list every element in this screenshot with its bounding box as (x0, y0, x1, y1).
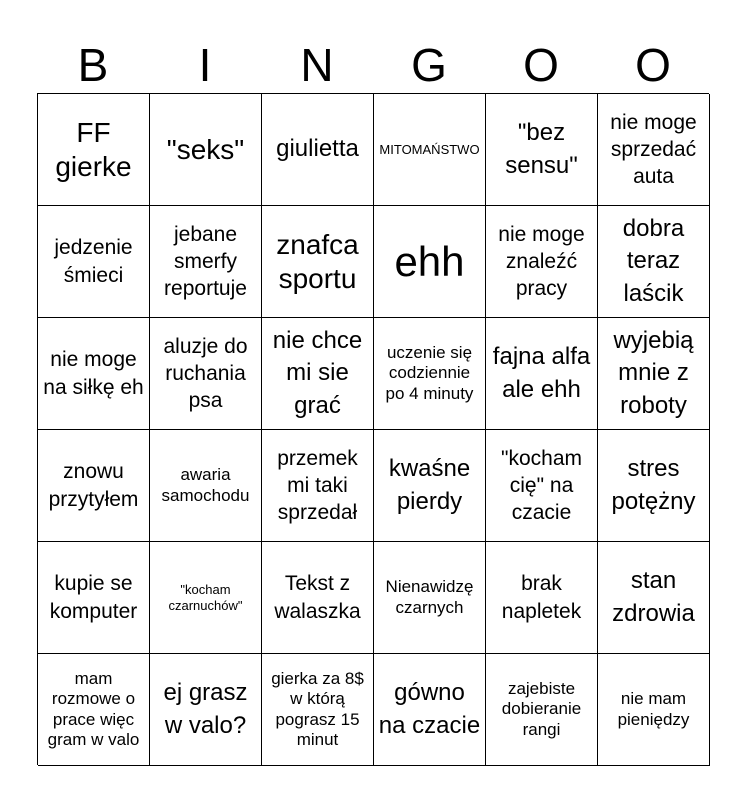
bingo-cell[interactable]: nie moge na siłkę eh (38, 318, 150, 430)
bingo-cell[interactable]: Nienawidzę czarnych (374, 542, 486, 654)
bingo-cell[interactable]: giulietta (262, 94, 374, 206)
bingo-cell[interactable]: kwaśne pierdy (374, 430, 486, 542)
bingo-board (37, 93, 709, 765)
bingo-cell[interactable]: "seks" (150, 94, 262, 206)
header-letter-g: G (411, 39, 447, 91)
bingo-cell[interactable]: FF gierke (38, 94, 150, 206)
bingo-cell[interactable]: nie mam pieniędzy (598, 654, 710, 766)
header-letter-o: O (523, 39, 559, 91)
bingo-cell[interactable]: kupie se komputer (38, 542, 150, 654)
bingo-cell[interactable]: fajna alfa ale ehh (486, 318, 598, 430)
bingo-cell[interactable]: aluzje do ruchania psa (150, 318, 262, 430)
bingo-cell[interactable]: gówno na czacie (374, 654, 486, 766)
bingo-cell[interactable]: przemek mi taki sprzedał (262, 430, 374, 542)
header-letter-o2: O (635, 39, 671, 91)
bingo-cell[interactable]: mam rozmowe o prace więc gram w valo (38, 654, 150, 766)
bingo-cell[interactable]: "kocham cię" na czacie (486, 430, 598, 542)
bingo-cell[interactable]: jedzenie śmieci (38, 206, 150, 318)
bingo-cell[interactable]: brak napletek (486, 542, 598, 654)
bingo-cell[interactable]: MITOMAŃSTWO (374, 94, 486, 206)
bingo-header (37, 38, 709, 92)
bingo-cell[interactable]: jebane smerfy reportuje (150, 206, 262, 318)
bingo-cell[interactable]: zajebiste dobieranie rangi (486, 654, 598, 766)
bingo-cell[interactable]: stres potężny (598, 430, 710, 542)
bingo-cell[interactable]: awaria samochodu (150, 430, 262, 542)
bingo-cell[interactable]: nie chce mi sie grać (262, 318, 374, 430)
bingo-cell[interactable]: uczenie się codziennie po 4 minuty (374, 318, 486, 430)
header-letter-n: N (300, 39, 334, 91)
bingo-cell[interactable]: "kocham czarnuchów" (150, 542, 262, 654)
bingo-cell[interactable]: nie moge sprzedać auta (598, 94, 710, 206)
bingo-cell[interactable]: stan zdrowia (598, 542, 710, 654)
bingo-cell[interactable]: dobra teraz laścik (598, 206, 710, 318)
bingo-cell[interactable]: gierka za 8$ w którą pograsz 15 minut (262, 654, 374, 766)
bingo-cell[interactable]: "bez sensu" (486, 94, 598, 206)
bingo-cell[interactable]: nie moge znaleźć pracy (486, 206, 598, 318)
bingo-cell[interactable]: ehh (374, 206, 486, 318)
bingo-cell[interactable]: Tekst z walaszka (262, 542, 374, 654)
header-letter-i: I (198, 39, 212, 91)
bingo-cell[interactable]: znowu przytyłem (38, 430, 150, 542)
bingo-cell[interactable]: znafca sportu (262, 206, 374, 318)
header-letter-b: B (77, 39, 109, 91)
bingo-cell[interactable]: wyjebią mnie z roboty (598, 318, 710, 430)
bingo-cell[interactable]: ej grasz w valo? (150, 654, 262, 766)
